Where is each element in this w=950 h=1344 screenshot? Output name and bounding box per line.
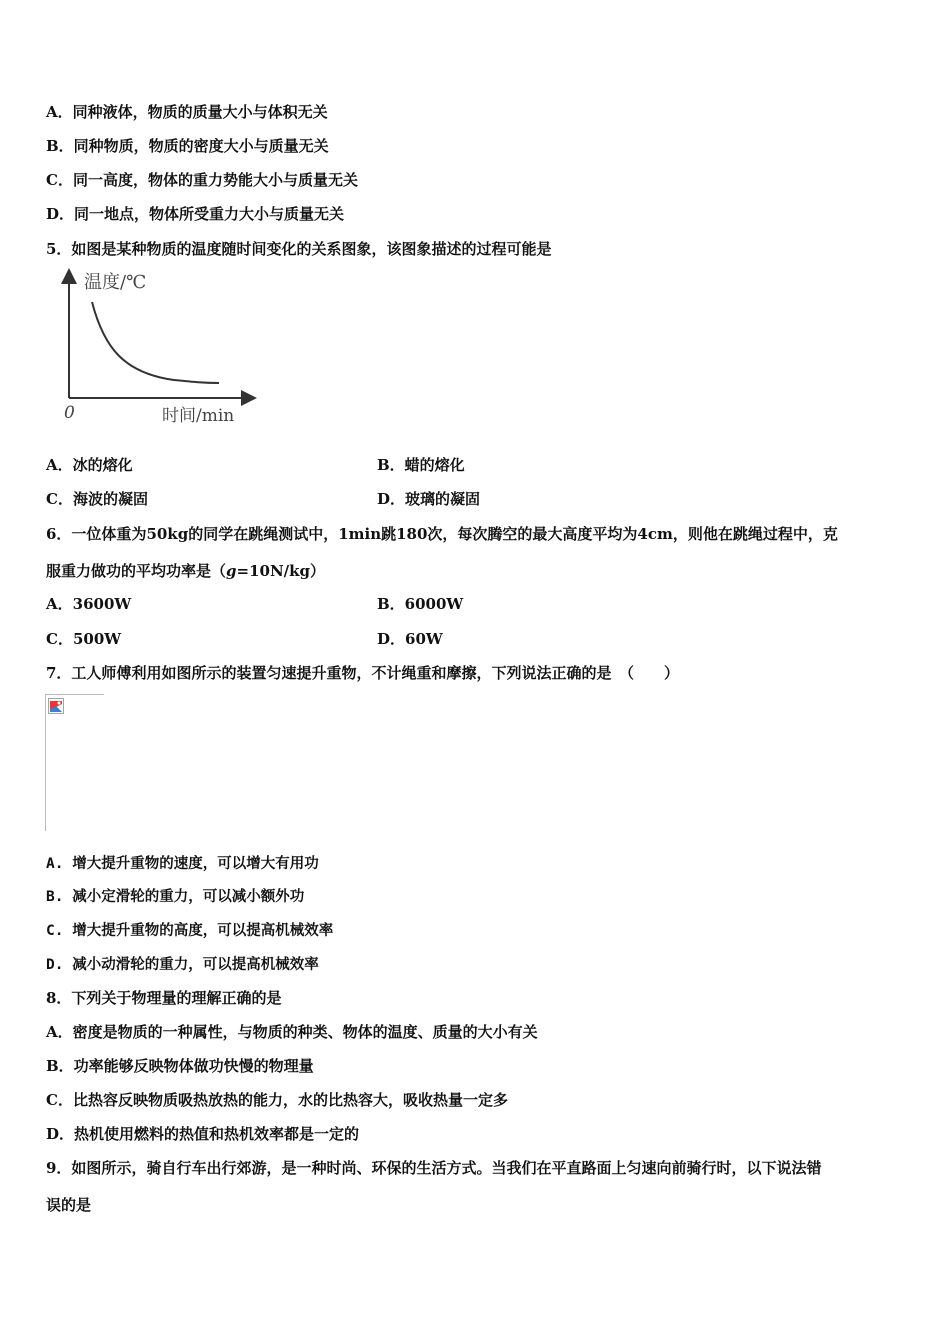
q7-option-c: C. 增大提升重物的高度，可以提高机械效率 xyxy=(46,923,334,939)
q8-option-b: B．功率能够反映物体做功快慢的物理量 xyxy=(46,1057,314,1075)
q4-option-c: C．同一高度，物体的重力势能大小与质量无关 xyxy=(46,171,358,189)
q6-option-b: B．6000W xyxy=(377,595,464,613)
q8-option-d: D．热机使用燃料的热值和热机效率都是一定的 xyxy=(46,1125,360,1143)
q9-stem-line1: 9．如图所示，骑自行车出行郊游，是一种时尚、环保的生活方式。当我们在平直路面上匀速向前骑行时，以下说法错 xyxy=(46,1159,822,1177)
q6-stem-line2-post: =10N/kg） xyxy=(236,562,326,580)
q8-stem: 8．下列关于物理量的理解正确的是 xyxy=(46,989,282,1007)
q5-stem: 5．如图是某种物质的温度随时间变化的关系图象，该图象描述的过程可能是 xyxy=(46,240,552,258)
q7-option-d: D. 减小动滑轮的重力，可以提高机械效率 xyxy=(46,957,319,973)
q4-option-b: B．同种物质，物质的密度大小与质量无关 xyxy=(46,137,329,155)
q6-stem-line2-pre: 服重力做功的平均功率是（ xyxy=(46,562,227,580)
q5-option-a: A．冰的熔化 xyxy=(46,456,133,474)
origin-label: 0 xyxy=(64,403,75,423)
q5-option-c: C．海波的凝固 xyxy=(46,490,148,508)
q7-option-a: A. 增大提升重物的速度，可以增大有用功 xyxy=(46,856,319,872)
q6-option-d: D．60W xyxy=(377,630,443,648)
q6-stem-line1: 6．一位体重为50kg的同学在跳绳测试中，1min跳180次，每次腾空的最大高度平均为4cm，则他在跳绳过程中，克 xyxy=(46,525,838,543)
q4-option-a: A．同种液体，物质的质量大小与体积无关 xyxy=(46,103,328,121)
q5-option-d: D．玻璃的凝固 xyxy=(377,490,481,508)
q5-option-b: B．蜡的熔化 xyxy=(377,456,465,474)
q8-option-c: C．比热容反映物质吸热放热的能力，水的比热容大，吸收热量一定多 xyxy=(46,1091,508,1109)
q8-option-a: A．密度是物质的一种属性，与物质的种类、物体的温度、质量的大小有关 xyxy=(46,1023,538,1041)
broken-image-icon xyxy=(48,698,64,714)
cooling-curve xyxy=(92,302,219,383)
q7-stem: 7．工人师傅利用如图所示的装置匀速提升重物，不计绳重和摩擦，下列说法正确的是 （ ） xyxy=(46,664,679,682)
q6-stem-g: g xyxy=(226,562,237,580)
broken-image-placeholder xyxy=(45,694,104,831)
q6-stem-line2 xyxy=(46,561,325,581)
y-axis-label: 温度/℃ xyxy=(84,272,147,293)
x-axis-label: 时间/min xyxy=(162,406,235,426)
q7-option-b: B. 减小定滑轮的重力，可以减小额外功 xyxy=(46,889,305,905)
q4-option-d: D．同一地点，物体所受重力大小与质量无关 xyxy=(46,205,345,223)
q9-stem-line2: 误的是 xyxy=(46,1196,92,1214)
temperature-time-graph xyxy=(44,268,259,430)
q6-option-a: A．3600W xyxy=(46,595,132,613)
q6-option-c: C．500W xyxy=(46,630,122,648)
